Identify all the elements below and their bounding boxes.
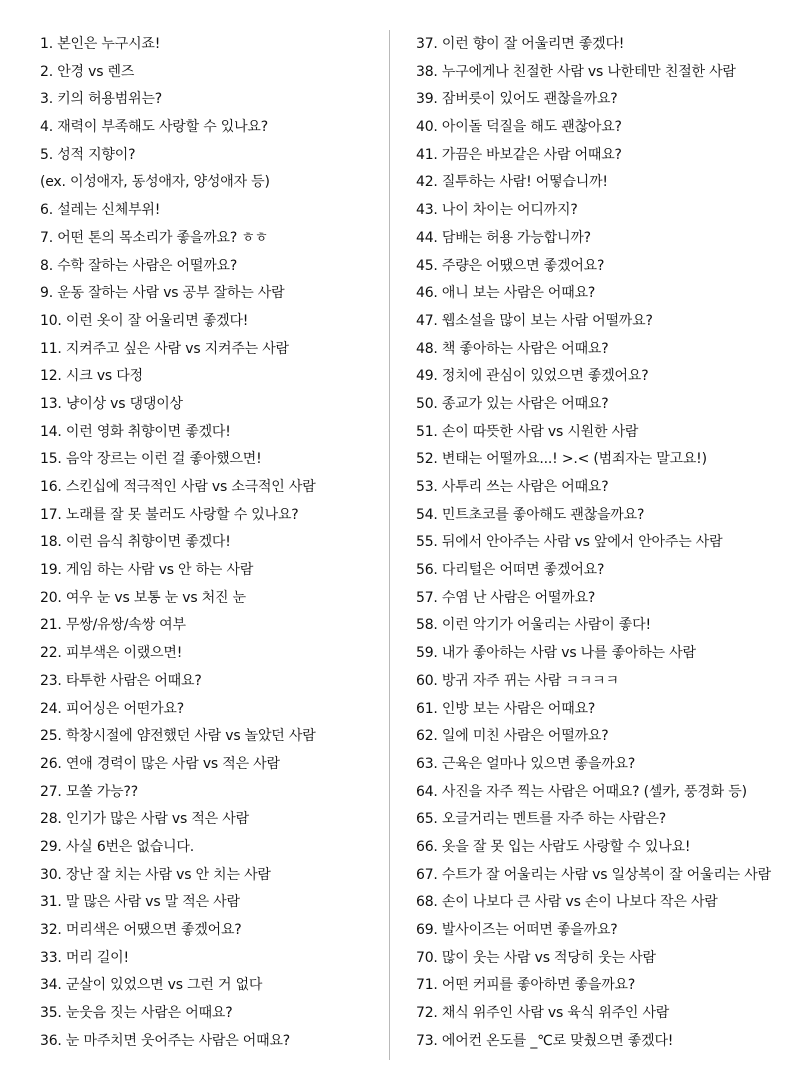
question-item: 8. 수학 잘하는 사람은 어떨까요? [40,257,238,274]
question-item: 13. 냥이상 vs 댕댕이상 [40,395,183,412]
question-item: 59. 내가 좋아하는 사람 vs 나를 좋아하는 사람 [416,645,696,662]
question-item: 21. 무쌍/유쌍/속쌍 여부 [40,617,186,634]
question-item: 52. 변태는 어떨까요...! >.< (범죄자는 말고요!) [416,451,707,468]
question-item: 23. 타투한 사람은 어때요? [40,672,202,689]
question-item: 28. 인기가 많은 사람 vs 적은 사람 [40,811,249,828]
question-item: 15. 음악 장르는 이런 걸 좋아했으면! [40,451,262,468]
question-item: 7. 어떤 톤의 목소리가 좋을까요? ㅎㅎ [40,229,268,246]
question-item: 10. 이런 옷이 잘 어울리면 좋겠다! [40,312,249,329]
question-item: 5. 성적 지향이? [40,146,136,163]
question-item: 27. 모쏠 가능?? [40,783,138,800]
question-item: 69. 발사이즈는 어떠면 좋을까요? [416,922,618,938]
question-item: (ex. 이성애자, 동성애자, 양성애자 등) [40,174,270,191]
question-item: 2. 안경 vs 렌즈 [40,63,135,80]
question-item: 62. 일에 미친 사람은 어떨까요? [416,728,609,745]
question-column-right [416,31,796,1055]
question-item: 40. 아이돌 덕질을 해도 괜찮아요? [416,119,622,136]
question-item: 54. 민트초코를 좋아해도 괜찮을까요? [416,506,645,523]
question-item: 47. 웹소설을 많이 보는 사람 어떨까요? [416,312,653,329]
question-item: 55. 뒤에서 안아주는 사람 vs 앞에서 안아주는 사람 [416,534,723,551]
question-item: 31. 말 많은 사람 vs 말 적은 사람 [40,894,240,911]
question-item: 58. 이런 악기가 어울리는 사람이 좋다! [416,617,651,634]
question-item: 17. 노래를 잘 못 불러도 사랑할 수 있나요? [40,506,299,523]
question-item: 53. 사투리 쓰는 사람은 어때요? [416,479,609,495]
question-item: 60. 방귀 자주 뀌는 사람 ㅋㅋㅋㅋ [416,672,619,689]
question-item: 37. 이런 향이 잘 어울리면 좋겠다! [416,36,625,52]
question-item: 41. 가끔은 바보같은 사람 어때요? [416,146,622,163]
question-item: 4. 재력이 부족해도 사랑할 수 있나요? [40,119,268,136]
question-item: 26. 연애 경력이 많은 사람 vs 적은 사람 [40,755,280,772]
question-item: 22. 피부색은 이랬으면! [40,645,183,662]
question-item: 11. 지켜주고 싶은 사람 vs 지켜주는 사람 [40,340,289,357]
question-item: 65. 오글거리는 멘트를 자주 하는 사람은? [416,811,667,828]
question-item: 67. 수트가 잘 어울리는 사람 vs 일상복이 잘 어울리는 사람 [416,866,771,883]
question-item: 24. 피어싱은 어떤가요? [40,700,184,717]
question-item: 68. 손이 나보다 큰 사람 vs 손이 나보다 작은 사람 [416,894,718,911]
question-item: 70. 많이 웃는 사람 vs 적당히 웃는 사람 [416,949,656,966]
question-item: 25. 학창시절에 얌전했던 사람 vs 놀았던 사람 [40,728,316,745]
question-item: 30. 장난 잘 치는 사람 vs 안 치는 사람 [40,866,271,883]
question-item: 19. 게임 하는 사람 vs 안 하는 사람 [40,562,254,579]
question-item: 61. 인방 보는 사람은 어때요? [416,700,596,717]
question-item: 42. 질투하는 사람! 어떻습니까! [416,174,608,191]
column-divider [389,30,390,1060]
question-item: 34. 군살이 있었으면 vs 그런 거 없다 [40,977,263,994]
question-item: 6. 설레는 신체부위! [40,202,161,219]
question-item: 32. 머리색은 어땠으면 좋겠어요? [40,922,242,938]
question-item: 16. 스킨십에 적극적인 사람 vs 소극적인 사람 [40,479,316,495]
question-item: 12. 시크 vs 다정 [40,368,143,385]
question-item: 29. 사실 6번은 없습니다. [40,838,194,855]
question-item: 73. 에어컨 온도를 _℃로 맞췄으면 좋겠다! [416,1032,674,1049]
question-item: 49. 정치에 관심이 있었으면 좋겠어요? [416,368,649,385]
question-item: 72. 채식 위주인 사람 vs 육식 위주인 사람 [416,1005,670,1022]
question-item: 33. 머리 길이! [40,949,129,966]
question-column-left [40,31,380,1055]
question-item: 63. 근육은 얼마나 있으면 좋을까요? [416,755,636,772]
question-item: 39. 잠버릇이 있어도 괜찮을까요? [416,91,618,108]
question-item: 50. 종교가 있는 사람은 어때요? [416,395,609,412]
question-item: 9. 운동 잘하는 사람 vs 공부 잘하는 사람 [40,285,285,302]
question-item: 57. 수염 난 사람은 어떨까요? [416,589,596,606]
question-item: 1. 본인은 누구시죠! [40,36,161,52]
question-item: 45. 주량은 어땠으면 좋겠어요? [416,257,605,274]
question-item: 44. 담배는 허용 가능합니까? [416,229,591,246]
question-item: 46. 애니 보는 사람은 어때요? [416,285,596,302]
question-item: 56. 다리털은 어떠면 좋겠어요? [416,562,605,579]
question-item: 71. 어떤 커피를 좋아하면 좋을까요? [416,977,636,994]
question-item: 51. 손이 따뜻한 사람 vs 시원한 사람 [416,423,639,440]
question-item: 43. 나이 차이는 어디까지? [416,202,578,219]
question-item: 66. 옷을 잘 못 입는 사람도 사랑할 수 있나요! [416,838,691,855]
question-item: 36. 눈 마주치면 웃어주는 사람은 어때요? [40,1032,291,1049]
question-item: 14. 이런 영화 취향이면 좋겠다! [40,423,231,440]
question-item: 20. 여우 눈 vs 보통 눈 vs 처진 눈 [40,589,246,606]
question-item: 64. 사진을 자주 찍는 사람은 어때요? (셀카, 풍경화 등) [416,783,747,800]
question-item: 35. 눈웃음 짓는 사람은 어때요? [40,1005,233,1022]
question-item: 38. 누구에게나 친절한 사람 vs 나한테만 친절한 사람 [416,63,736,80]
question-item: 3. 키의 허용범위는? [40,91,162,108]
question-item: 18. 이런 음식 취향이면 좋겠다! [40,534,231,551]
question-item: 48. 책 좋아하는 사람은 어때요? [416,340,609,357]
